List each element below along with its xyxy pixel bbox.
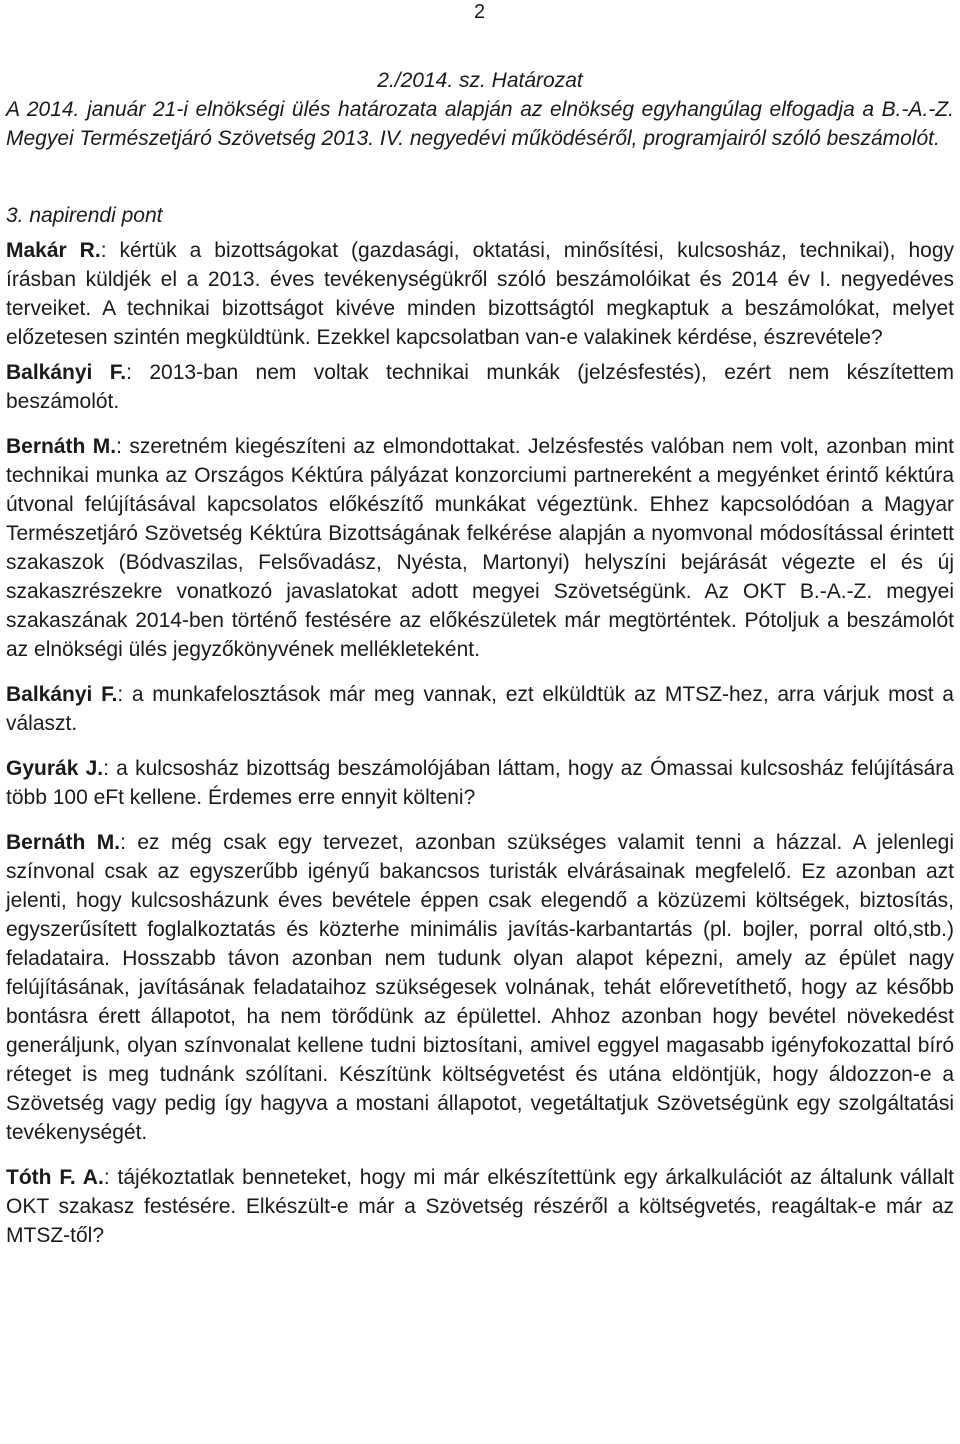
speaker-name: Bernáth M. (6, 435, 117, 458)
decision-title: 2./2014. sz. Határozat (377, 69, 583, 92)
agenda-item: 3. napirendi pont (6, 204, 163, 227)
paragraph-text: : 2013-ban nem voltak technikai munkák (jelzésfestés), ezért nem készítettem beszámolót. (6, 361, 954, 413)
document-body (6, 66, 954, 1250)
decision-text: A 2014. január 21-i elnökségi ülés határozata alapján az elnökség egyhangúlag elfogadja a B.-A.-Z. Megyei Természetjáró Szövetség 2013. IV. negyedévi működéséről, programjairól szóló beszámolót. (6, 98, 954, 150)
speaker-name: Tóth F. A. (6, 1166, 104, 1189)
speaker-name: Bernáth M. (6, 831, 121, 854)
paragraph-gyurak (6, 754, 954, 812)
paragraph-bernath-1 (6, 432, 954, 664)
paragraph-toth (6, 1163, 954, 1250)
paragraph-text: : ez még csak egy tervezet, azonban szükséges valamit tenni a házzal. A jelenlegi színvonal csak az egyszerűbb igényű bakancsos turisták elvárásainak megfelelő. Ez azonban azt jelenti, hogy kulcsosházunk éves bevétele éppen csak elegendő a közüzemi költségek, biztosítás, egyszerűsített foglalkoztatás és közterhe minimális javítás-karbantartás (pl. bojler, porral oltó,stb.) feladataira. Hosszabb távon azonban nem tudunk olyan alapot képezni, amely az épület nagy felújításának, javításának feladataihoz szükségesek volnának, tehát előrevetíthető, hogy az később bontásra érett állapotot, ha nem törődünk az épülettel. Ahhoz azonban hogy bevétel növekedést generáljunk, olyan színvonalat kellene tudni biztosítani, amivel eggyel magasabb igényfokozattal bíró réteget is meg tudnánk szólítani. Készítünk költségvetést és utána eldöntjük, hogy áldozzon-e a Szövetség vagy pedig így hagyva a mostani állapotot, vegetáltatjuk Szövetségünk egy szolgáltatási tevékenységét. (6, 831, 954, 1144)
paragraph-text: : a kulcsosház bizottság beszámolójában láttam, hogy az Ómassai kulcsosház felújítására több 100 eFt kellene. Érdemes erre ennyit költeni? (6, 757, 954, 809)
paragraph-balkanyi-2 (6, 680, 954, 738)
paragraph-bernath-2 (6, 828, 954, 1147)
speaker-name: Makár R. (6, 239, 101, 262)
paragraph-text: : szeretném kiegészíteni az elmondottakat. Jelzésfestés valóban nem volt, azonban mint technikai munka az Országos Kéktúra pályázat konzorciumi partnereként a megyénket érintő kéktúra útvonal felújításával kapcsolatos előkészítő munkákat végeztünk. Ehhez kapcsolódóan a Magyar Természetjáró Szövetség Kéktúra Bizottságának felkérése alapján a nyomvonal módosítással érintett szakaszok (Bódvaszilas, Felsővadász, Nyésta, Martonyi) helyszíni bejárását végezte el és új szakaszrészekre vonatkozó javaslatokat adott megyei Szövetségünk. Az OKT B.-A.-Z. megyei szakaszának 2014-ben történő festésére az előkészületek már megtörténtek. Pótoljuk a beszámolót az elnökségi ülés jegyzőkönyvének mellékleteként. (6, 435, 954, 661)
speaker-name: Balkányi F. (6, 683, 118, 706)
paragraph-text: : a munkafelosztások már meg vannak, ezt elküldtük az MTSZ-hez, arra várjuk most a választ. (6, 683, 954, 735)
paragraph-text: : kértük a bizottságokat (gazdasági, oktatási, minősítési, kulcsosház, technikai), hogy írásban küldjék el a 2013. éves tevékenységükről szóló beszámolóikat és 2014 év I. negyedéves terveiket. A technikai bizottságot kivéve minden bizottságtól megkaptuk a beszámolókat, melyet előzetesen szintén megküldtünk. Ezekkel kapcsolatban van-e valakinek kérdése, észrevétele? (6, 239, 954, 349)
page-number: 2 (474, 1, 486, 23)
speaker-name: Balkányi F. (6, 361, 127, 384)
paragraph-makar (6, 236, 954, 352)
speaker-name: Gyurák J. (6, 757, 104, 780)
paragraph-text: : tájékoztatlak benneteket, hogy mi már elkészítettünk egy árkalkulációt az általunk vállalt OKT szakasz festésére. Elkészült-e már a Szövetség részéről a költségvetés, reagáltak-e már az MTSZ-től? (6, 1166, 955, 1247)
paragraph-balkanyi-1 (6, 358, 954, 416)
